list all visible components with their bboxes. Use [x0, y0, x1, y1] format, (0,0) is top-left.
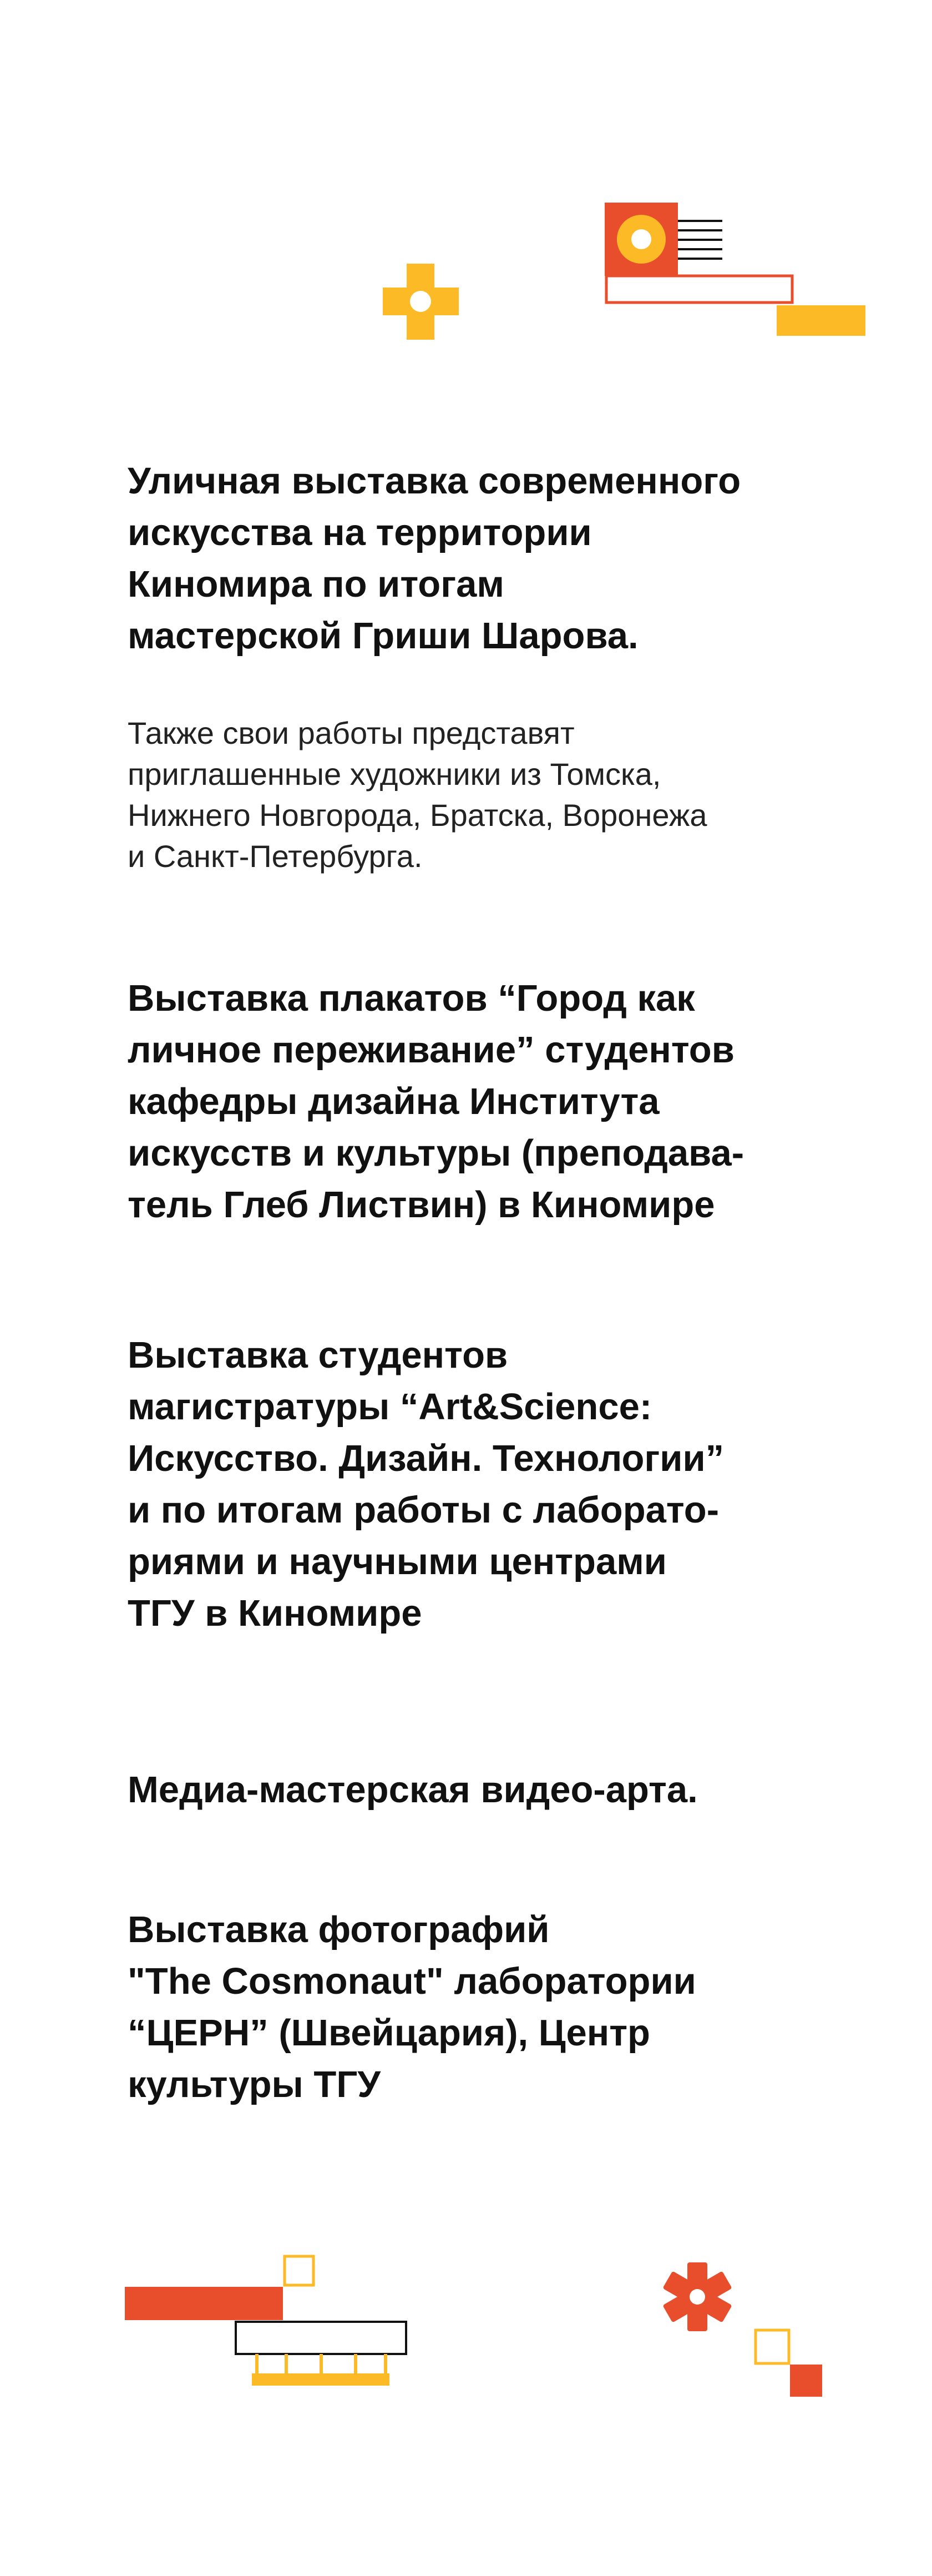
comb-shape — [252, 2354, 389, 2386]
bottom-decoration — [0, 2231, 932, 2464]
bar-solid-shape — [777, 305, 865, 336]
asterisk-icon — [662, 2262, 732, 2331]
square-outline-shape — [285, 2256, 313, 2285]
exhibition-art-science — [128, 1329, 827, 1639]
exhibition-title: Медиа-мастерская видео-арта. — [128, 1769, 698, 1811]
top-decoration — [0, 167, 932, 389]
exhibition-street-art — [128, 455, 827, 877]
bar-outline-shape — [236, 2322, 406, 2354]
exhibition-title: Выставка студентов магистратуры “Art&Science: Искусство. Дизайн. Технологии” и по итогам работы с лаборато- риями и научными центрами ТГУ в Киномире — [128, 1334, 725, 1634]
square-solid-shape — [790, 2365, 822, 2397]
lines-icon — [678, 221, 722, 259]
bar-outline-shape — [606, 276, 792, 303]
exhibition-photographs — [128, 1904, 827, 2110]
bar-solid-shape — [125, 2287, 283, 2320]
exhibition-title: Выставка плакатов “Город как личное переживание” студентов кафедры дизайна Института искусств и культуры (преподава- тель Глеб Листвин) в Киномире — [128, 977, 744, 1226]
exhibition-posters — [128, 972, 827, 1231]
exhibition-title: Выставка фотографий "The Cosmonaut" лаборатории “ЦЕРН” (Швейцария), Центр культуры ТГУ — [128, 1909, 696, 2105]
plus-circle-icon — [383, 264, 459, 340]
exhibition-description: Также свои работы представят приглашенные художники из Томска, Нижнего Новгорода, Братска, Воронежа и Санкт-Петербурга. — [128, 715, 707, 874]
record-icon — [605, 203, 678, 276]
exhibition-title: Уличная выставка современного искусства на территории Киномира по итогам мастерской Гриши Шарова. — [128, 460, 741, 657]
square-outline-shape — [756, 2330, 789, 2363]
media-workshop — [128, 1764, 827, 1816]
